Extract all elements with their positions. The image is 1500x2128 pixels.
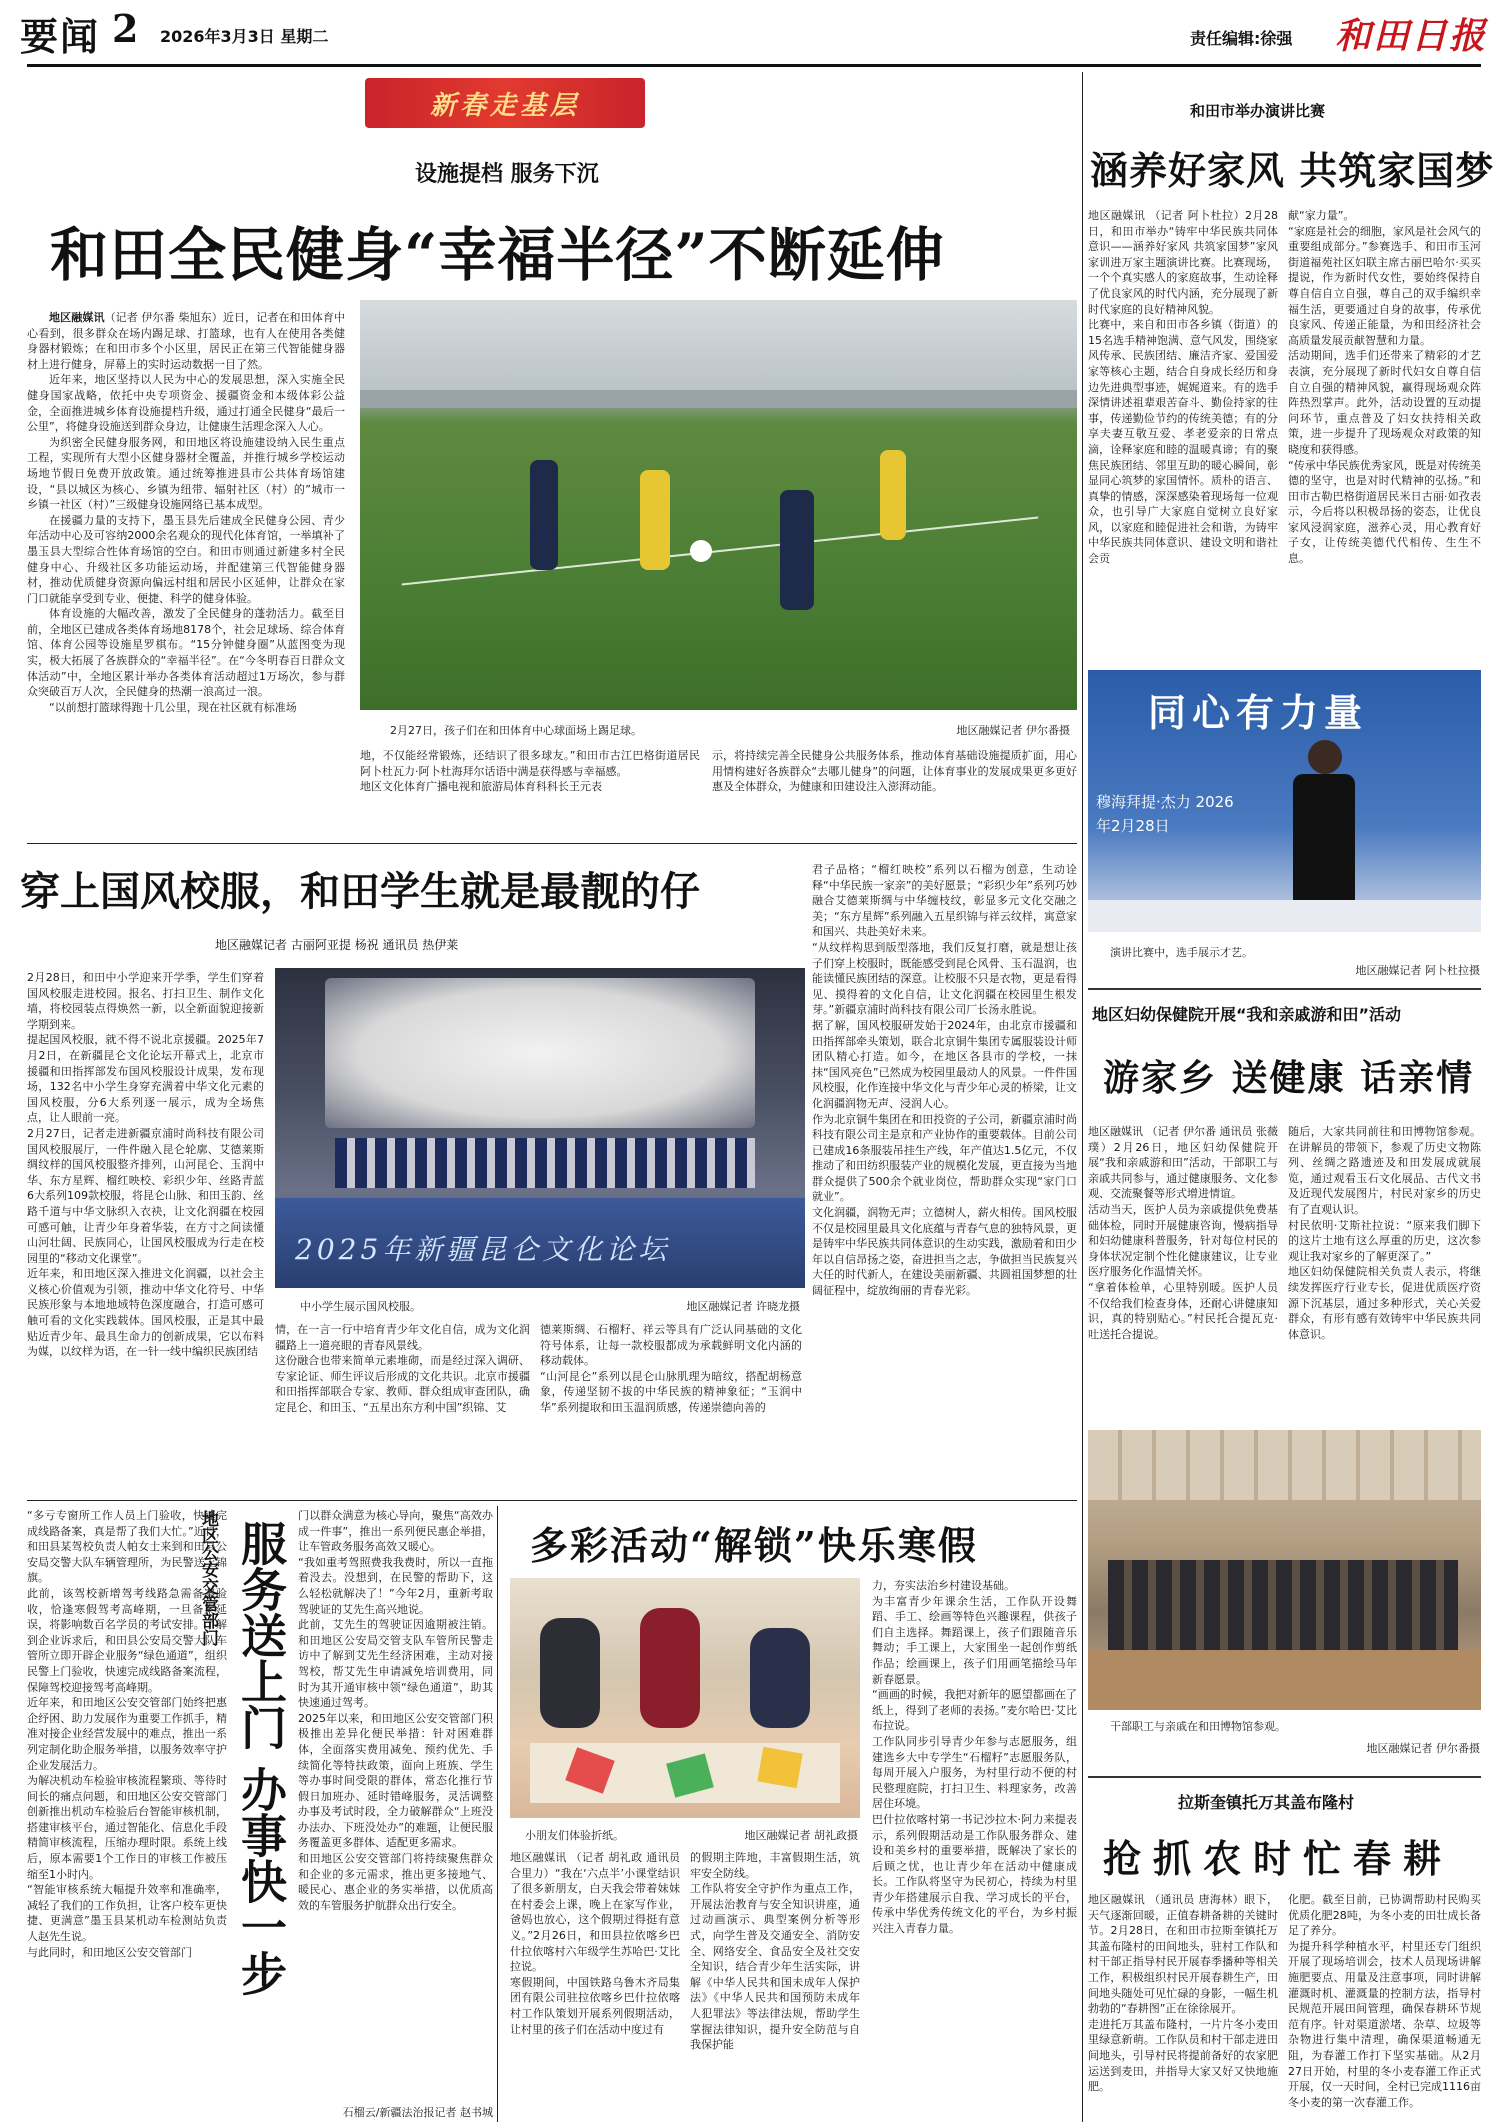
winter-body-col3: 力，夯实法治乡村建设基础。 为丰富青少年课余生活，工作队开设舞蹈、手工、绘画等特色兴趣课程，供孩子们自主选择。舞蹈课上，孩子们跟随音乐舞动；手工课上，大家围坐一起创作剪纸作品；绘画课上，孩子们用画笔描绘马年新春愿景。 “画画的时候，我把对新年的愿望都画在了纸上，得到了老师的表扬。”麦尔哈巴·艾比布拉说。 工作队同步引导青少年参与志愿服务，组建选乡大中专学生“石榴籽”志愿服务队，每周开展入户服务，为村里行动不便的村民整理庭院，打扫卫生、料理家务，改善居住环境。 巴什拉依喀村第一书记沙拉木·阿力来提表示，系列假期活动是工作队服务群众、建设和美乡村的重要举措，既解决了家长的后顾之忧，也让青少年在活动中健康成长。工作队将坚守为民初心，持续为村里青少年搭建展示自我、学习成长的平台，传承中华优秀传统文化的平台，为乡村振兴注入青春力量。 (872, 1579, 1077, 1936)
divider-police (497, 1506, 498, 2122)
article-body-col2: 地，不仅能经常锻炼，还结识了很多球友。”和田市古江巴格街道居民阿卜杜瓦力·阿卜杜海拜尔话语中满是获得感与幸福感。 地区文化体育广播电视和旅游局体育科科长王元表 (360, 749, 700, 794)
museum-photo-credit: 地区融媒记者 伊尔番摄 (1366, 1742, 1480, 1755)
divider-right-1 (1088, 988, 1481, 990)
divider-right-column (1082, 72, 1083, 2122)
police-title: 服务送上门 办事快一步 (234, 1520, 288, 1997)
maternal-title: 游家乡 送健康 话亲情 (1103, 1057, 1475, 1099)
uniform-show-photo (275, 968, 805, 1288)
speech-body-col1: 地区融媒讯 （记者 阿卜杜拉）2月28日，和田市举办“铸牢中华民族共同体意识——涵养好家风 共筑家国梦”家风家训进万家主题演讲比赛。比赛现场，一个个真实感人的家庭故事，生动诠释了优良家风的时代内涵，充分展现了新时代家庭的良好精神风貌。 比赛中，来自和田市各乡镇（街道）的15名选手精神饱满、意气风发，围绕家风传承、民族团结、廉洁齐家、爱国爱家等核心主题，结合自身成长经历和身边先进典型事迹，娓娓道来。有的选手深情讲述祖辈艰苦奋斗、勤俭持家的往事，传递勤俭节约的传统美德；有的分享夫妻互敬互爱、孝老爱亲的日常点滴，诠释家庭和睦的温暖真谛；有的聚焦民族团结、邻里互助的暖心瞬间，彰显同心筑梦的家国情怀。质朴的语言、真挚的情感，深深感染着现场每一位观众，也引导广大家庭自觉树立良好家风，以家庭和睦促进社会和谐，为铸牢中华民族共同体意识、建设文明和谐社会贡 (1088, 209, 1278, 566)
football-photo-credit: 地区融媒记者 伊尔番摄 (956, 724, 1070, 737)
banner-new-spring (365, 78, 645, 128)
body-p4: 在援疆力量的支持下，墨玉县先后建成全民健身公园、青少年活动中心及可容纳2000余名观众的现代化体育馆，一举填补了墨玉县大型综合性体育场馆的空白。和田市则通过新建多村全民健身中心、升级社区多功能运动场，并配建第三代智能健身器材，推动优质健身资源向偏远村组和居民小区延伸，让群众在家门口就能享受到专业、便捷、科学的健身体验。 (27, 513, 345, 605)
byline: 地区融媒讯 (49, 311, 105, 324)
uniform-photo-caption: 中小学生展示国风校服。 (300, 1300, 421, 1313)
origami-photo (510, 1578, 860, 1818)
body-p3: 为织密全民健身服务网，和田地区将设施建设纳入民生重点工程，实现所有大型小区健身器材全覆盖，并推行城乡学校运动场地节假日免费开放政策。通过统筹推进县市公共体育场馆建设，“县以城区为核心、乡镇为纽带、辐射社区（村）的”城市一乡镇一社区（村）”三级健身设施网络已基本成型。 (27, 435, 345, 512)
body-p5: 体育设施的大幅改善，激发了全民健身的蓬勃活力。截至目前，全地区已建成各类体育场地8178个，社会足球场、综合体育馆、体育公园等设施星罗棋布。“15分钟健身圈”从蓝图变为现实，极大拓展了各族群众的“幸福半径”。在“今冬明春百日群众文体活动”中，全地区累计举办各类体育活动超过1万场次，参与群众突破百万人次，全民健身的热潮一浪高过一浪。 (27, 607, 345, 699)
speech-photo-credit: 地区融媒记者 阿卜杜拉摄 (1355, 964, 1480, 977)
maternal-kicker: 地区妇幼保健院开展“我和亲戚游和田”活动 (1092, 1005, 1402, 1024)
speech-photo (1088, 670, 1481, 932)
origami-photo-caption: 小朋友们体验折纸。 (525, 1829, 624, 1842)
divider-right-2 (1088, 1776, 1481, 1778)
speech-kicker: 和田市举办演讲比赛 (1190, 102, 1326, 120)
farming-kicker: 拉斯奎镇托万其盖布隆村 (1178, 1793, 1355, 1812)
school-uniform-title: 穿上国风校服，和田学生就是最靓的仔 (20, 868, 700, 915)
farming-body-col2: 化肥。截至目前，已协调帮助村民购买优质化肥28吨，为冬小麦的田壮成长备足了养分。 为提升科学种植水平，村里还专门组织开展了现场培训会，技术人员现场讲解施肥要点、用量及注意事项，同时讲解灌溉时机、灌溉量的控制方法，指导村民规范开展田间管理，确保春耕环节规范有序。针对渠道淤堵、杂草、垃圾等杂物进行集中清理，确保渠道畅通无阻，为春灌工作打下坚实基础。从2月27日开始，村里的冬小麦春灌工作正式开展，仅一天时间，全村已完成1116亩冬小麦的第一次春灌工作。 (1288, 1893, 1481, 2109)
section-title: 要闻 (20, 14, 101, 59)
winter-title: 多彩活动“解锁”快乐寒假 (530, 1523, 978, 1568)
article-body-col1 (27, 310, 345, 820)
header-rule (27, 64, 1481, 67)
newspaper-logo: 和田日报 (1335, 15, 1488, 57)
police-source: 地区公安交管部门 (198, 1510, 218, 1646)
uniform-photo-text: 2025年新疆昆仑文化论坛 (295, 1233, 671, 1266)
origami-photo-credit: 地区融媒记者 胡礼政摄 (744, 1829, 858, 1842)
maternal-body-col2: 随后，大家共同前往和田博物馆参观。在讲解员的带领下，参观了历史文物陈列、丝绸之路遗迹及和田发展成就展览，通过观看玉石文化展品、古代文书及近现代发展图片，村民对家乡的历史有了直观认识。 村民依明·艾斯社拉说：“原来我们脚下的这片土地有这么厚重的历史，这次参观让我对家乡的了解更深了。” 地区妇幼保健院相关负责人表示，将继续发挥医疗行业专长，促进优质医疗资源下沉基层，通过多种形式，关心关爱群众，有形有感有效铸牢中华民族共同体意识。 (1288, 1125, 1481, 1341)
football-photo (360, 300, 1077, 710)
museum-photo (1088, 1430, 1481, 1710)
farming-body-col1: 地区融媒讯 （通讯员 唐海林）眼下，天气逐渐回暖，正值春耕备耕的关键时节。2月28日，在和田市拉斯奎镇托万其盖布隆村的田间地头，驻村工作队和村干部正指导村民开展春季播种等相关工作，积极组织村民开展春耕生产，田间地头随处可见忙碌的身影，一幅生机勃勃的“春耕图”正在徐徐展开。 走进托万其盖布隆村，一片片冬小麦田里绿意新萌。工作队员和村干部走进田间地头，引导村民将提前备好的农家肥运送到麦田，并指导大家又好又快地施肥。 (1088, 1893, 1278, 2094)
article-kicker: 设施提档 服务下沉 (415, 161, 599, 187)
body-p1: （记者 伊尔番 柴旭东）近日，记者在和田体育中心看到，很多群众在场内踢足球、打篮球，也有人在使用各类健身器材锻炼；在和田市多个小区里，居民正在第三代智能健身器材上进行健身，屏幕上的实时运动数据一目了然。 (27, 311, 345, 371)
school-uniform-body-c2: 情，在一言一行中培育青少年文化自信，成为文化润疆路上一道亮眼的青春风景线。 这份融合也带来简单元素堆砌，而是经过深入调研、专家论证、师生评议后形成的文化共识。北京市援疆和田指挥部联合专家、教师、群众组成审查团队，确定昆仑、和田玉、“五星出东方利中国”织锦、艾 (275, 1323, 530, 1414)
banner-text: 新春走基层 (429, 90, 580, 121)
police-body-col1: “多亏专窗所工作人员上门验收，快速完成线路备案，真是帮了我们大忙。”近日，和田县某驾校负责人帕女士来到和田县公安局交警大队车辆管理所，为民警送上锦旗。 此前，该驾校新增驾考线路急需备案验收，恰逢寒假驾考高峰期，一旦备案延误，将影响数百名学员的考试安排。了解到企业诉求后，和田县公安局交警大队车管所立即开辟企业服务“绿色通道”，组织民警上门验收，快速完成线路备案流程，保障驾校迎接驾考高峰期。 近年来，和田地区公安交管部门始终把惠企纾困、助力发展作为重要工作抓手，精准对接企业经营发展中的难点，推出一系列定制化助企服务举措，以服务效率守护企业发展活力。 为解决机动车检验审核流程繁琐、等待时间长的痛点问题，和田地区公安交管部门创新推出机动车检验后台智能审核机制，搭建审核平台，通过智能化、信息化手段精简审核流程，压缩办理时限。系统上线后，原本需要1个工作日的审核工作被压缩至1小时内。 “智能审核系统大幅提升效率和准确率，减轻了我们的工作负担，让客户校车更快捷、更满意”墨玉县某机动车检测站负责人赵先生说。 与此同时，和田地区公安交管部门 (27, 1509, 227, 1959)
winter-body-col2: 的假期主阵地，丰富假期生活，筑牢安全防线。 工作队将安全守护作为重点工作，开展法治教育与安全知识讲座，通过动画演示、典型案例分析等形式，向学生普及交通安全、消防安全、网络安全、食品安全及社交安全知识，结合青少年生活实际，讲解《中华人民共和国未成年人保护法》《中华人民共和国预防未成年人犯罪法》等法律法规，帮助学生掌握法律知识，提升安全防范与自我保护能 (690, 1851, 860, 2052)
speech-photo-sign: 穆海拜提·杰力 2026年2月28日 (1096, 793, 1234, 835)
school-uniform-body-c3: 德莱斯绸、石榴籽、祥云等具有广泛认同基础的文化符号体系，让每一款校服都成为承载鲜明文化内涵的移动载体。 “山河昆仑”系列以昆仑山脉肌理为暗纹，搭配胡杨意象，传递坚韧不拔的中华民族的精神象征；“玉润中华”系列提取和田玉温润质感，传递崇德向善的 (540, 1323, 802, 1414)
body-p6: “以前想打篮球得跑十几公里，现在社区就有标准场 (49, 700, 297, 714)
body-p2: 近年来，地区坚持以人民为中心的发展思想，深入实施全民健身国家战略，依托中央专项资金、援疆资金和本级体彩公益金，全面推进城乡体育设施提档升级，通过打通全民健身“最后一公里”，将健身设施送到群众身边，让健康生活理念深入人心。 (27, 373, 345, 434)
article-title: 和田全民健身“幸福半径”不断延伸 (50, 221, 945, 289)
divider-top-bottom (27, 843, 1077, 844)
editor-credit: 责任编辑:徐强 (1190, 29, 1293, 48)
winter-body-col1: 地区融媒讯 （记者 胡礼政 通讯员 合里力）“我在‘六点半’小课堂结识了很多新朋友，白天我会带着妹妹在村委会上课，晚上在家写作业，爸妈也放心，这个假期过得挺有意义。”2月26日，和田县拉依喀乡巴什拉依喀村六年级学生苏哈巴·艾比拉说。 寒假期间，中国铁路乌鲁木齐局集团有限公司驻拉依喀乡巴什拉依喀村工作队策划开展系列假期活动，让村里的孩子们在活动中度过有 (510, 1851, 680, 2036)
museum-photo-caption: 干部职工与亲戚在和田博物馆参观。 (1110, 1720, 1286, 1733)
speech-photo-caption: 演讲比赛中，选手展示才艺。 (1110, 946, 1253, 959)
article-body-col3: 示，将持续完善全民健身公共服务体系，推动体育基础设施提质扩面，用心用情构建好各族群众“去哪儿健身”的问题，让体育事业的发展成果更多更好惠及全体群众，为健康和田建设注入澎湃动能。 (712, 749, 1077, 794)
speech-title: 涵养好家风 共筑家国梦 (1090, 148, 1495, 193)
issue-date: 2026年3月3日 星期二 (160, 27, 329, 46)
school-uniform-body-left: 2月28日，和田中小学迎来开学季，学生们穿着国风校服走进校园。报名、打扫卫生、制作文化墙，将校园装点得焕然一新，以全新面貌迎接新学期到来。 提起国风校服，就不得不说北京援疆。2025年7月2日，在新疆昆仑文化论坛开幕式上，北京市援疆和田指挥部发布国风校服设计成果，发布现场，132名中小学生身穿充满着中华文化元素的国风校服，分6大系列逐一展示，成为全场焦点，让人眼前一亮。 2月27日，记者走进新疆京浦时尚科技有限公司国风校服展厅，一件件融入昆仑轮廓、艾德莱斯绸纹样的国风校服整齐排列，山河昆仑、玉润中华、东方星辉、榴红映校、彩织少年、丝路青蓝6大系列109款校服，将昆仑山脉、和田玉韵、丝路千道与中华文脉织入衣袂，让文化润疆在校园可感可触，让青少年身着华装，在方寸之间读懂山河壮阔、民族同心，让国风校服成为行走在校园里的“移动文化课堂”。 近年来，和田地区深入推进文化润疆，以社会主义核心价值观为引领，推动中华文化符号、中华民族形象与本地地域特色深度融合，打造可感可触可看的文化实践载体。国风校服，正是其中最贴近青少年、最具生命力的创新成果，它以布料为媒，以纹样为语，在一针一线中编织民族团结 (27, 971, 264, 1359)
police-body-col2: 门以群众满意为核心导向，聚焦“高效办成一件事”，推出一系列便民惠企举措，让车管政务服务高效又暖心。 “我如重考驾照费我我费时，所以一直拖着没去。没想到，在民警的帮助下，这么轻松就解决了！”今年2月，重新考取驾驶证的艾先生高兴地说。 此前，艾先生的驾驶证因逾期被注销。和田地区公安局交管支队车管所民警走访中了解到艾先生经济困难，主动对接驾校，帮艾先生申请减免培训费用，同时为其开通审核中领“绿色通道”，助其快速通过驾考。 2025年以来，和田地区公安交管部门积极推出差异化便民举措：针对困难群体，全面落实费用减免、预约优先、手续简化等特扶政策，面向上班族、学生等办事时间受限的群体，常态化推行节假日加班办、延时错峰服务，灵活调整办事及考试时段，全力破解群众“上班没办法办、下班没处办”的难题，让便民服务覆盖更多群体、适配更多需求。 和田地区公安交管部门将持续聚焦群众和企业的多元需求，推出更多接地气、暖民心、惠企业的务实举措，以优质高效的车管服务护航群众出行安全。 (298, 1509, 493, 1912)
football-photo-caption: 2月27日，孩子们在和田体育中心球面场上踢足球。 (390, 724, 642, 737)
page-number: 2 (112, 6, 139, 51)
uniform-photo-credit: 地区融媒记者 许晓龙摄 (686, 1300, 800, 1313)
speech-body-col2: 献“家力量”。 “家庭是社会的细胞，家风是社会风气的重要组成部分。”参赛选手、和田市玉河街道福苑社区妇联主席古丽巴哈尔·买买提说，作为新时代女性，要始终保持自尊自信自立自强，尊自己的双手编织幸福生活，更要通过自身的故事，传承优良家风、传递正能量，为和田经济社会高质量发展贡献智慧和力量。 活动期间，选手们还带来了精彩的才艺表演，充分展现了新时代妇女自尊自信自立自强的精神风貌，赢得现场观众阵阵热烈掌声。此外，活动设置的互动提问环节，重点普及了妇女扶持相关政策，进一步提升了现场观众对政策的知晓度和获得感。 “传承中华民族优秀家风，既是对传统美德的坚守，也是对时代精神的弘扬。”和田市古勒巴格街道居民米日古丽·如孜表示，今后将以积极昂扬的姿态，让优良家风浸润家庭，滋养心灵，用心教育好子女，让传统美德代代相传、生生不息。 (1288, 209, 1481, 566)
divider-mid-bottom (27, 1500, 1077, 1501)
speech-photo-banner: 同心有力量 (1148, 690, 1369, 735)
police-credit: 石榴云/新疆法治报记者 赵书城 (342, 2106, 493, 2119)
school-uniform-body-right: 君子品格；“榴红映校”系列以石榴为创意，生动诠释“中华民族一家亲”的美好愿景；“彩织少年”系列巧妙融合艾德莱斯绸与中华缠枝纹，彰显多元文化交融之美；“东方星辉”系列融入五星织锦与祥云纹样，寓意家和国兴、共赴美好未来。 “从纹样构思到版型落地，我们反复打磨，就是想让孩子们穿上校服时，既能感受到昆仑风骨、玉石温润，也能读懂民族团结的深意。让校服不只是衣物，更是看得见、摸得着的文化自信，让文化润疆在校园里生根发芽。”新疆京浦时尚科技有限公司厂长汤永胜说。 据了解，国风校服研发始于2024年，由北京市援疆和田指挥部牵头策划，联合北京铜牛集团专属服装设计师团队精心打造。如今，在地区各县市的学校，一抹抹“国风亮色”已然成为校园里最动人的风景。一件件国风校服，化作连接中华文化与青少年心灵的桥梁，让文化润疆润物无声、浸润人心。 作为北京铜牛集团在和田投资的子公司，新疆京浦时尚科技有限公司主是京和产业协作的重要载体。目前公司已建成16条服装吊挂生产线，年产值达1.5亿元，不仅推动了和田纺织服装产业的规模化发展，更直接为当地群众提供了500余个就业岗位，帮助群众实现“家门口就业”。 文化润疆，润物无声；立德树人，薪火相传。国风校服不仅是校园里最具文化底蕴与青春气息的独特风景，更是铸牢中华民族共同体意识的生动实践，激励着和田少年以自信昂扬之姿，奋进担当之志，争做担当民族复兴大任的时代新人，在建设美丽新疆、共圆祖国梦想的壮阔征程中，绽放绚丽的青春光彩。 (812, 863, 1077, 1298)
maternal-body-col1: 地区融媒讯 （记者 伊尔番 通讯员 张薇璞）2月26日，地区妇幼保健院开展“我和亲戚游和田”活动，干部职工与亲戚共同参与，通过健康服务、文化参观、交流聚餐等形式增进情谊。 活动当天，医护人员为亲戚提供免费基础体检，同时开展健康咨询，慢病指导和妇幼健康科普服务，针对每位村民的身体状况定制个性化健康建议，让专业医疗服务化作温情关怀。 “拿着体检单，心里特别暖。医护人员不仅给我们检查身体，还耐心讲健康知识，真的特别贴心。”村民托合提瓦克·吐送托合提说。 (1088, 1125, 1278, 1341)
school-uniform-byline: 地区融媒记者 古丽阿亚提 杨祝 通讯员 热伊莱 (215, 938, 459, 952)
farming-title: 抢抓农时忙春耕 (1103, 1836, 1454, 1881)
